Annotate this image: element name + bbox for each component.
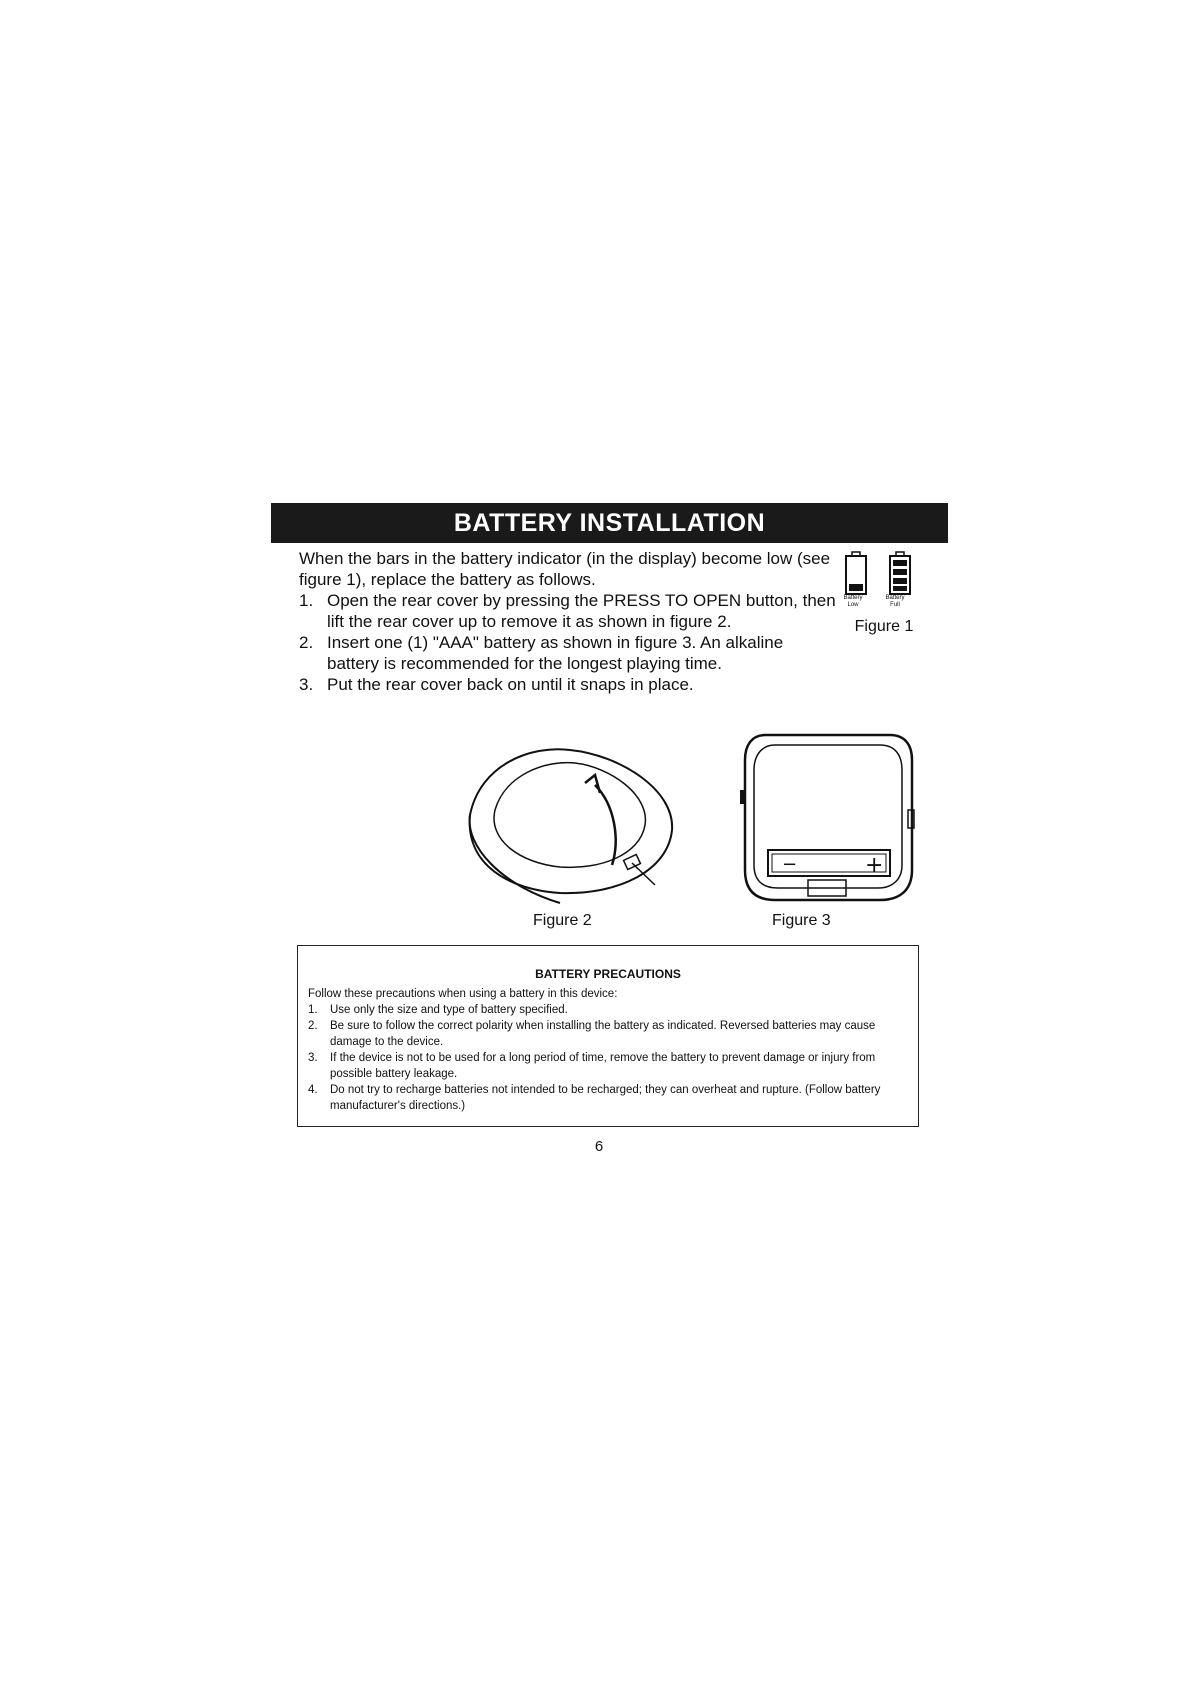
figure-2-rear-cover-illustration	[460, 735, 680, 905]
step-number: 2.	[299, 633, 314, 652]
precautions-title: BATTERY PRECAUTIONS	[535, 967, 681, 981]
step-item	[299, 674, 839, 695]
step-number: 3.	[299, 675, 314, 694]
installation-steps	[299, 590, 839, 695]
precaution-item	[308, 1082, 908, 1114]
precaution-item	[308, 1018, 908, 1050]
step-text: Insert one (1) "AAA" battery as shown in figure 3. An alkaline battery is recommended for the longest playing time.	[327, 633, 784, 673]
precaution-number: 4.	[308, 1084, 318, 1096]
precaution-item	[308, 1050, 908, 1082]
page-number: 6	[594, 1138, 604, 1155]
precaution-text: Be sure to follow the correct polarity when installing the battery as indicated. Reversed batteries may cause damage to the device.	[330, 1020, 876, 1048]
precaution-text: If the device is not to be used for a long period of time, remove the battery to prevent damage or injury from possible battery leakage.	[330, 1052, 876, 1080]
step-text: Put the rear cover back on until it snaps in place.	[327, 675, 694, 694]
figure-1-caption: Figure 1	[854, 618, 914, 635]
polarity-plus: +	[865, 853, 884, 878]
step-item	[299, 590, 839, 632]
step-number: 1.	[299, 591, 314, 610]
polarity-minus: −	[782, 854, 798, 875]
section-title: BATTERY INSTALLATION	[271, 503, 948, 543]
figure-3-battery-compartment	[740, 730, 915, 905]
battery-low-label: Battery Low	[843, 595, 863, 608]
precaution-number: 2.	[308, 1020, 318, 1032]
step-item	[299, 632, 839, 674]
precaution-item	[308, 1002, 908, 1018]
battery-full-label: Battery Full	[885, 595, 905, 608]
step-text: Open the rear cover by pressing the PRESS TO OPEN button, then lift the rear cover up to remove it as shown in figure 2.	[327, 591, 836, 631]
precaution-number: 3.	[308, 1052, 318, 1064]
battery-low-icon	[846, 552, 866, 594]
figure-3-caption: Figure 3	[772, 912, 831, 929]
precautions-lead: Follow these precautions when using a battery in this device:	[308, 988, 618, 1000]
precaution-text: Do not try to recharge batteries not intended to be recharged; they can overheat and rupture. (Follow battery manufacturer's directions.)	[330, 1084, 881, 1112]
battery-full-icon	[890, 552, 910, 594]
figure-2-caption: Figure 2	[533, 912, 592, 929]
precaution-text: Use only the size and type of battery specified.	[330, 1004, 568, 1016]
precaution-number: 1.	[308, 1004, 318, 1016]
intro-text: When the bars in the battery indicator (in the display) become low (see figure 1), replace the battery as follows.	[299, 549, 831, 589]
battery-precautions-box	[297, 945, 919, 1127]
